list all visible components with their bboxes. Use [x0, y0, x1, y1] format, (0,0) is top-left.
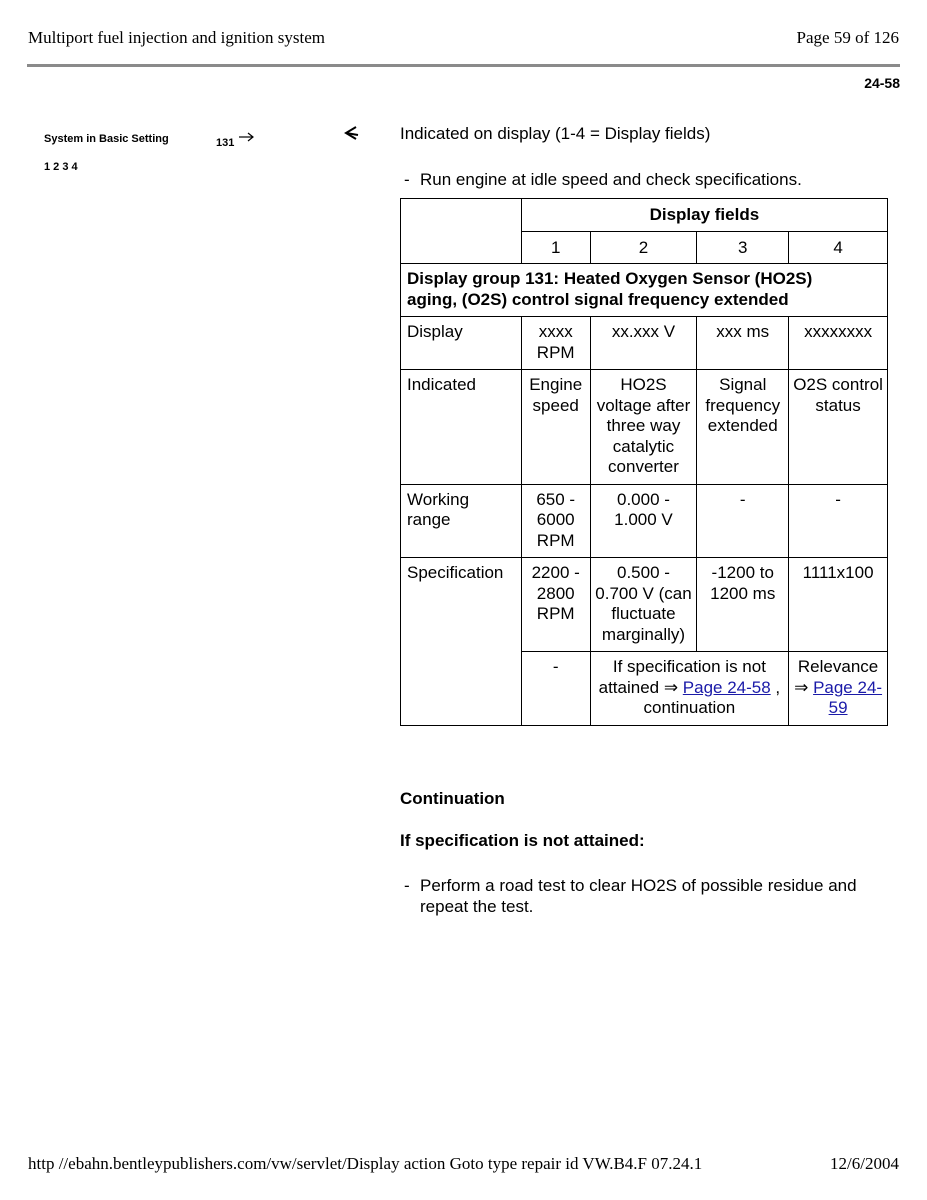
- display-group-number: 131: [216, 137, 235, 149]
- document-title: Multiport fuel injection and ignition system: [28, 28, 325, 47]
- row-label-indicated: Indicated: [401, 370, 522, 485]
- table-cell: Signal frequency extended: [697, 370, 789, 485]
- not-attained-heading: If specification is not attained:: [400, 831, 645, 850]
- table-cell: O2S control status: [789, 370, 888, 485]
- display-group-title: [401, 264, 888, 317]
- step-run-engine: [404, 169, 870, 190]
- page-footer: [28, 1154, 899, 1174]
- section-number: 24-58: [864, 75, 900, 91]
- table-row: [401, 484, 888, 558]
- step-text: Perform a road test to clear HO2S of possible residue and repeat the test.: [420, 876, 857, 916]
- table-cell: -1200 to 1200 ms: [697, 558, 789, 652]
- pointer-arrow-icon: [343, 124, 361, 142]
- bullet-dash: -: [404, 170, 410, 189]
- table-cell: -: [521, 652, 590, 726]
- display-field-numbers: 1 2 3 4: [44, 161, 78, 173]
- table-cell: xxx ms: [697, 317, 789, 370]
- page-indicator: Page 59 of 126: [796, 28, 899, 47]
- field-number-2: 2: [590, 231, 697, 264]
- right-arrow-icon: [238, 131, 256, 143]
- step-road-test: [404, 875, 860, 917]
- table-cell: Engine speed: [521, 370, 590, 485]
- table-cell: HO2S voltage after three way catalytic converter: [590, 370, 697, 485]
- intro-text: Indicated on display (1-4 = Display fields): [400, 124, 711, 143]
- table-row: [401, 317, 888, 370]
- bullet-dash: -: [404, 876, 410, 895]
- field-number-4: 4: [789, 231, 888, 264]
- table-cell: xx.xxx V: [590, 317, 697, 370]
- display-fields-header: Display fields: [521, 199, 887, 232]
- table-cell: xxxxxxxx: [789, 317, 888, 370]
- group-title-line2: aging, (O2S) control signal frequency extended: [407, 289, 789, 309]
- footer-date: 12/6/2004: [830, 1154, 899, 1173]
- continuation-heading: Continuation: [400, 789, 505, 808]
- table-cell: xxxx RPM: [521, 317, 590, 370]
- header-divider: [27, 64, 900, 67]
- row-label-display: Display: [401, 317, 522, 370]
- footer-url: http //ebahn.bentleypublishers.com/vw/servlet/Display action Goto type repair id VW.B4.F 07.24.1: [28, 1154, 703, 1173]
- page-24-59-link[interactable]: Page 24-59: [813, 677, 883, 717]
- table-row: [401, 558, 888, 652]
- row-label-specification: Specification: [401, 558, 522, 726]
- table-cell: 0.000 - 1.000 V: [590, 484, 697, 558]
- page-24-58-link[interactable]: Page 24-58: [682, 677, 771, 697]
- table-cell: 0.500 - 0.700 V (can fluctuate marginally): [590, 558, 697, 652]
- step-text: Run engine at idle speed and check specifications.: [420, 170, 802, 189]
- relevance-text: Relevance ⇒: [794, 657, 879, 697]
- field-number-1: 1: [521, 231, 590, 264]
- table-corner-cell: [401, 199, 522, 264]
- not-attained-cell: [590, 652, 789, 726]
- group-title-line1: Display group 131: Heated Oxygen Sensor (HO2S): [407, 269, 813, 288]
- not-attained-text: If specification is not attained ⇒: [598, 657, 766, 697]
- not-attained-suffix: , continuation: [643, 677, 781, 717]
- table-cell: -: [697, 484, 789, 558]
- display-group-table: [400, 198, 888, 726]
- display-mode-label: System in Basic Setting: [44, 133, 169, 145]
- table-cell: 2200 - 2800 RPM: [521, 558, 590, 652]
- table-cell: 1111x100: [789, 558, 888, 652]
- relevance-cell: [789, 652, 888, 726]
- field-number-3: 3: [697, 231, 789, 264]
- table-cell: -: [789, 484, 888, 558]
- row-label-working-range: Working range: [401, 484, 522, 558]
- table-cell: 650 - 6000 RPM: [521, 484, 590, 558]
- table-row: [401, 370, 888, 485]
